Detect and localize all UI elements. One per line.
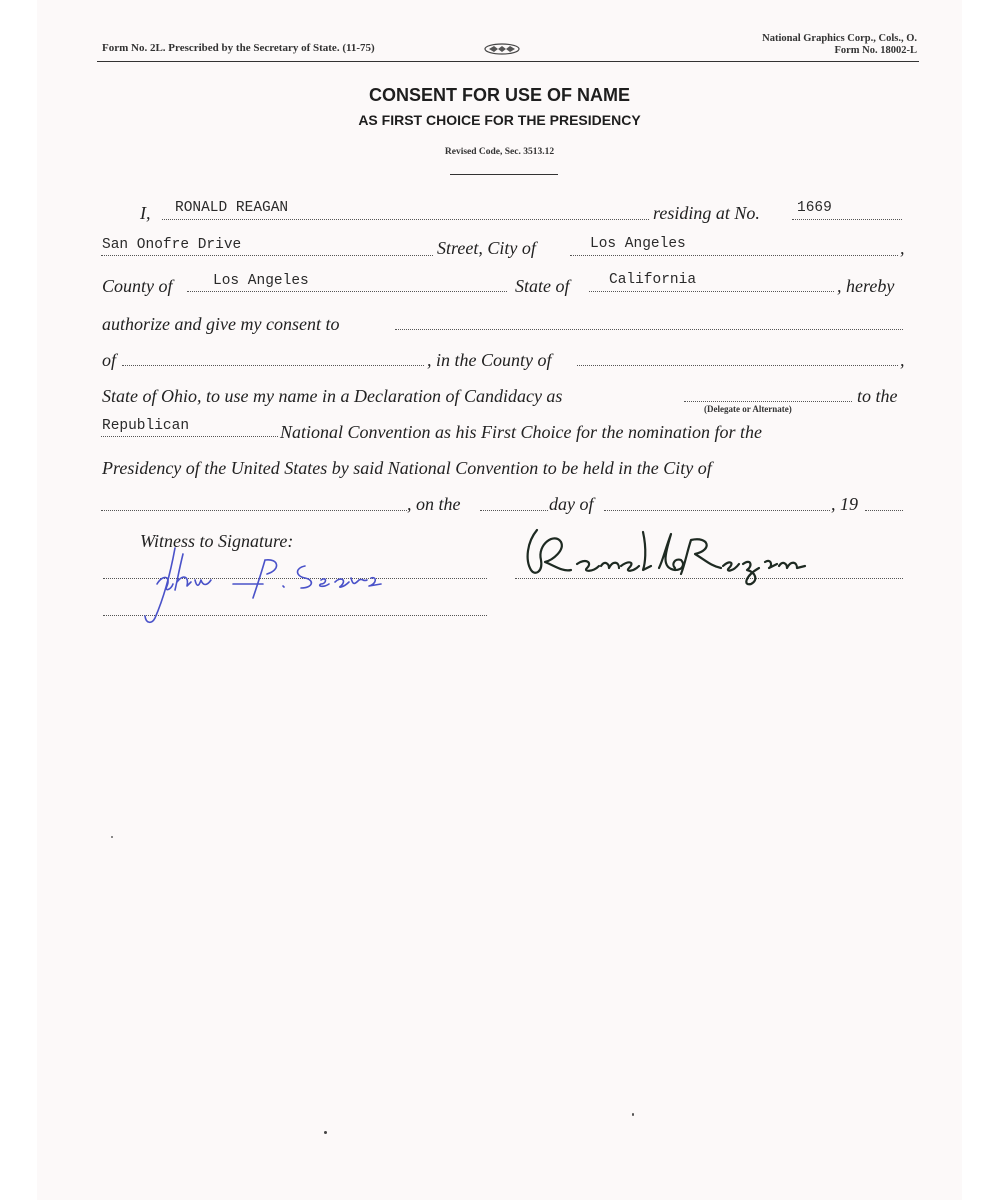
residing-label: residing at No. [653,203,760,223]
party-field-line [101,436,278,437]
county-field-line [187,291,507,292]
state-field: California [609,272,697,288]
name-field: RONALD REAGAN [175,200,289,216]
form-title: CONSENT FOR USE OF NAME [368,85,630,105]
ohio-line: State of Ohio, to use my name in a Declaration of Candidacy as [102,386,563,406]
signer-signature [515,520,815,590]
consent-to-line [395,329,903,330]
title-rule [450,174,558,175]
year-prefix: , 19 [831,494,858,514]
witness-label: Witness to Signature: [140,531,294,551]
header-rule [97,61,919,62]
of-label: of [102,350,117,370]
authorize-label: authorize and give my consent to [102,314,340,334]
delegate-note: (Delegate or Alternate) [704,404,792,414]
month-field-line [604,510,830,511]
state-field-line [589,291,834,292]
state-label: State of [515,276,570,296]
party-field: Republican [102,418,190,434]
form-paper [37,0,962,1200]
publisher-form-number: Form No. 18002-L [834,45,917,56]
witness-signature [137,540,397,630]
form-number-header: Form No. 2L. Prescribed by the Secretary of State. (11-75) [102,42,375,54]
in-county-label: , in the County of [427,350,552,370]
paper-speck [324,1131,327,1134]
county-label: County of [102,276,173,296]
convention-city-line [101,510,407,511]
delegate-field-line [684,401,852,402]
street-field-line [101,255,433,256]
county-comma: , [900,350,905,370]
house-number-line [792,219,902,220]
paper-speck [632,1113,634,1116]
street-label: Street, City of [437,238,536,258]
city-field-line [570,255,898,256]
day-field-line [480,510,548,511]
publisher-name: National Graphics Corp., Cols., O. [762,33,917,44]
day-of-label: day of [549,494,594,514]
paper-speck [111,836,113,838]
name-field-line [162,219,649,220]
revised-code: Revised Code, Sec. 3513.12 [444,147,555,157]
county-field: Los Angeles [213,273,309,289]
convention-line: National Convention as his First Choice for the nomination for the [280,422,762,442]
on-the-label: , on the [407,494,461,514]
city-field: Los Angeles [590,236,686,252]
hereby-label: , hereby [837,276,895,296]
in-county-field-line [577,365,898,366]
house-number-field: 1669 [797,200,832,216]
street-field: San Onofre Drive [102,237,242,253]
presidency-line: Presidency of the United States by said National Convention to be held in the City of [102,458,712,478]
to-the-label: to the [857,386,898,406]
form-subtitle: AS FIRST CHOICE FOR THE PRESIDENCY [358,112,641,128]
city-comma: , [900,238,905,258]
of-field-line [122,365,424,366]
year-field-line [865,510,903,511]
i-label: I, [140,203,151,223]
printer-emblem-icon [484,43,520,55]
